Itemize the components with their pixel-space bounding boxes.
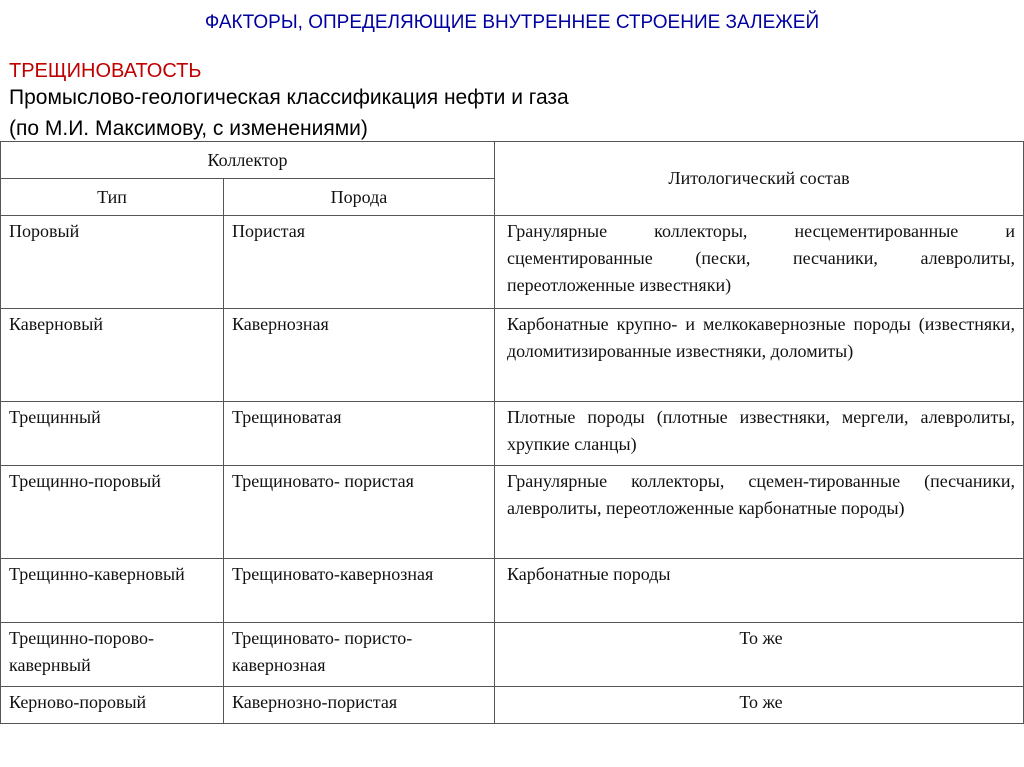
cell-type: Трещинно-порово-кавернвый: [1, 623, 224, 687]
cell-lithology: Гранулярные коллекторы, сцемен-тированные (песчаники, алевролиты, переотложенные карбонатные породы): [495, 466, 1024, 559]
section-heading: ТРЕЩИНОВАТОСТЬ: [9, 60, 202, 82]
cell-rock: Пористая: [224, 216, 495, 309]
cell-lithology: То же: [495, 623, 1024, 687]
cell-lithology: То же: [495, 687, 1024, 724]
table-row: [1, 309, 1024, 402]
page-title: ФАКТОРЫ, ОПРЕДЕЛЯЮЩИЕ ВНУТРЕННЕЕ СТРОЕНИЕ ЗАЛЕЖЕЙ: [204, 12, 820, 33]
cell-rock: Трещиновато- пористо-кавернозная: [224, 623, 495, 687]
header-type: Тип: [1, 179, 224, 216]
cell-type: Трещинно-каверновый: [1, 559, 224, 623]
cell-type: Поровый: [1, 216, 224, 309]
header-rock: Порода: [224, 179, 495, 216]
cell-lithology: Карбонатные крупно- и мелкокавернозные породы (известняки, доломитизированные известняки, доломиты): [495, 309, 1024, 402]
cell-rock: Трещиновато-кавернозная: [224, 559, 495, 623]
table-row: [1, 559, 1024, 623]
cell-lithology: Плотные породы (плотные известняки, мергели, алевролиты, хрупкие сланцы): [495, 402, 1024, 466]
classification-table: [0, 141, 1024, 724]
table-row: [1, 402, 1024, 466]
header-lithology: Литологический состав: [495, 142, 1024, 216]
cell-rock: Кавернозная: [224, 309, 495, 402]
classification-source: (по М.И. Максимову, с изменениями): [9, 117, 368, 140]
table-row: [1, 623, 1024, 687]
cell-type: Трещинный: [1, 402, 224, 466]
cell-rock: Кавернозно-пористая: [224, 687, 495, 724]
table-row: [1, 687, 1024, 724]
cell-type: Каверновый: [1, 309, 224, 402]
table-header: [1, 142, 1024, 216]
cell-type: Керново-поровый: [1, 687, 224, 724]
table-row: [1, 216, 1024, 309]
cell-lithology: Гранулярные коллекторы, несцементированные и сцементированные (пески, песчаники, алевролиты, переотложенные известняки): [495, 216, 1024, 309]
table-row: [1, 466, 1024, 559]
cell-rock: Трещиноватая: [224, 402, 495, 466]
header-collector: Коллектор: [1, 142, 495, 179]
cell-lithology: Карбонатные породы: [495, 559, 1024, 623]
cell-type: Трещинно-поровый: [1, 466, 224, 559]
cell-rock: Трещиновато- пористая: [224, 466, 495, 559]
classification-title: Промыслово-геологическая классификация нефти и газа: [9, 86, 569, 109]
